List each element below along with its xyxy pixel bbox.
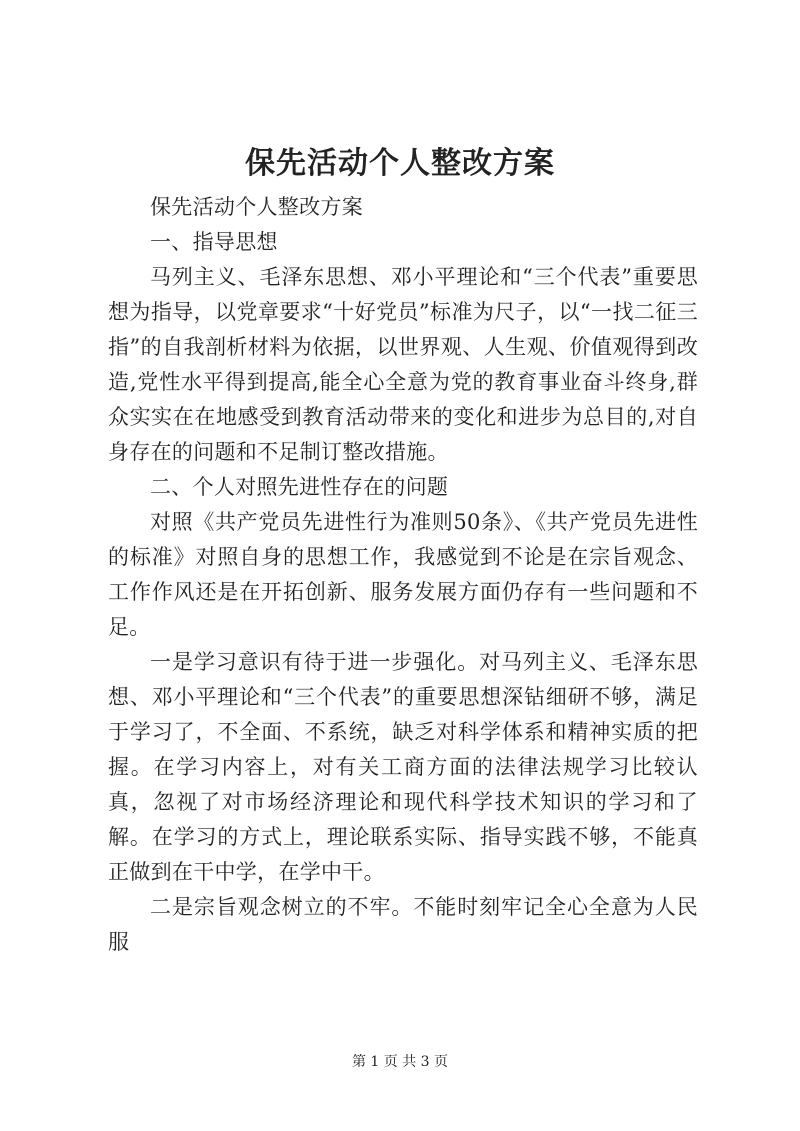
- page-footer: 第 1 页 共 3 页: [351, 1054, 449, 1070]
- section-heading-problems: 二、个人对照先进性存在的问题: [150, 475, 449, 499]
- section-heading-guiding-ideology: 一、指导思想: [150, 230, 278, 254]
- paragraph-learning-awareness: 一是学习意识有待于进一步强化。对马列主义、毛泽东思想、邓小平理论和“三个代表”的重要思想深钻细研不够，满足于学习了，不全面、不系统，缺乏对科学体系和精神实质的把握。在学习内容上，对有关工商方面的法律法规学习比较认真，忽视了对市场经济理论和现代科学技术知识的学习和了解。在学习的方式上，理论联系实际、指导实践不够，不能真正做到在干中学，在学中干。: [108, 650, 698, 884]
- paragraph-problems-intro: 对照《共产党员先进性行为准则50条》、《共产党员先进性的标准》对照自身的思想工作，我感觉到不论是在宗旨观念、工作作风还是在开拓创新、服务发展方面仍存有一些问题和不足。: [108, 510, 698, 639]
- paragraph-subtitle: 保先活动个人整改方案: [150, 195, 363, 219]
- document-title: 保先活动个人整改方案: [245, 146, 555, 181]
- paragraph-purpose-concept: 二是宗旨观念树立的不牢。不能时刻牢记全心全意为人民服: [108, 895, 698, 954]
- paragraph-guiding-ideology: 马列主义、毛泽东思想、邓小平理论和“三个代表”重要思想为指导，以党章要求“十好党员”标准为尺子，以“一找二征三指”的自我剖析材料为依据，以世界观、人生观、价值观得到改造,党性水平得到提高,能全心全意为党的教育事业奋斗终身,群众实实在在地感受到教育活动带来的变化和进步为总目的,对自身存在的问题和不足制订整改措施。: [108, 265, 698, 464]
- document-body: [108, 190, 698, 960]
